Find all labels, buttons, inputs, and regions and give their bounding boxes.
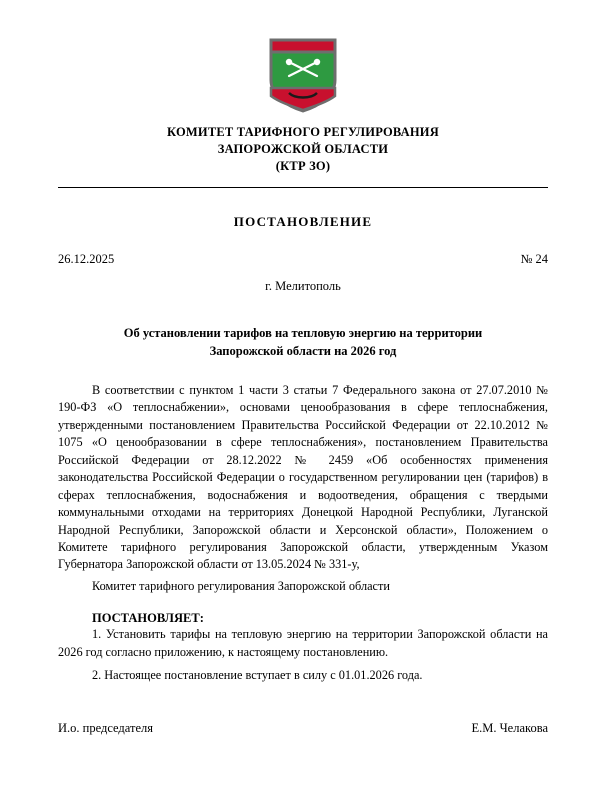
- document-subject: [103, 324, 503, 360]
- coat-of-arms-icon: [267, 36, 339, 114]
- emblem-container: [58, 0, 548, 114]
- header-divider: [58, 187, 548, 188]
- document-subject-line-1: Об установлении тарифов на тепловую энергию на территории: [123, 325, 483, 340]
- document-date: 26.12.2025: [58, 251, 115, 266]
- resolution-item-2: 2. Настоящее постановление вступает в силу с 01.01.2026 года.: [92, 668, 423, 683]
- document-body: [58, 382, 548, 595]
- document-number: № 24: [520, 251, 548, 266]
- document-subject-line-2: Запорожской области на 2026 год: [209, 343, 397, 358]
- document-meta-row: [58, 252, 548, 267]
- signature-row: [58, 721, 548, 736]
- document-type-heading: ПОСТАНОВЛЕНИЕ: [233, 213, 373, 229]
- signatory-name: Е.М. Челакова: [471, 720, 548, 735]
- resolution-items: [58, 626, 548, 684]
- body-paragraph-1: В соответствии с пунктом 1 части 3 статьи 7 Федерального закона от 27.07.2010 № 190-ФЗ «О теплоснабжении», основами ценообразования в сфере теплоснабжения, утвержденными постановлением Правительства Российской Федерации от 22.10.2012 № 1075 «О ценообразовании в сфере теплоснабжения», постановлением Правительства Российской Федерации от 28.12.2022 № 2459 «Об особенностях применения законодательства Российской Федерации о государственном регулировании цен (тарифов) в сферах теплоснабжения, водоснабжения и водоотведения, обращения с твердыми коммунальными отходами на территориях Донецкой Народной Республики, Луганской Народной Республики, Запорожской области и Херсонской области», Положением о Комитете тарифного регулирования Запорожской области, утвержденным Указом Губернатора Запорожской области от 13.05.2024 № 331-у,: [58, 382, 548, 572]
- body-paragraph-2: Комитет тарифного регулирования Запорожской области: [92, 578, 390, 593]
- organization-title-line-2: ЗАПОРОЖСКОЙ ОБЛАСТИ: [217, 141, 389, 156]
- organization-title: [58, 124, 548, 175]
- resolution-item-1: 1. Установить тарифы на тепловую энергию на территории Запорожской области на 2026 год согласно приложению, к настоящему постановлению.: [58, 627, 548, 659]
- resolution-heading: ПОСТАНОВЛЯЕТ:: [92, 611, 204, 626]
- coat-of-arms-svg: [267, 36, 339, 114]
- document-city: г. Мелитополь: [265, 278, 341, 293]
- organization-title-line-1: КОМИТЕТ ТАРИФНОГО РЕГУЛИРОВАНИЯ: [167, 125, 439, 139]
- signatory-position: И.о. председателя: [58, 720, 154, 735]
- organization-title-line-3: (КТР ЗО): [275, 158, 331, 173]
